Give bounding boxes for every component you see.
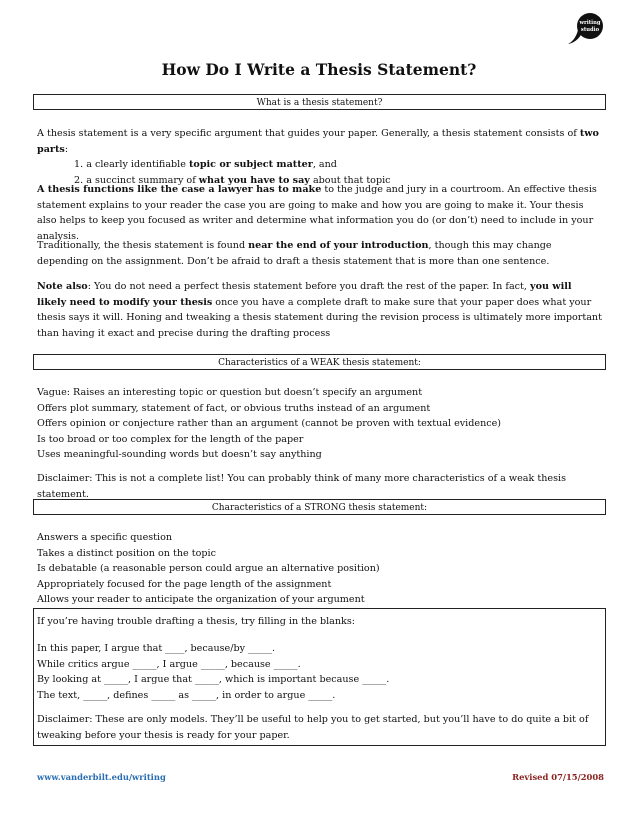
weak-disclaimer: Disclaimer: This is not a complete list! You can probably think of many more characteristics of a weak thesis statement. [37,473,566,500]
placement-paragraph: Traditionally, the thesis statement is found near the end of your introduction, though this may change depending on the assignment. Don’t be afraid to draft a thesis statement that is more than one sentence. [37,240,552,267]
lawyer-paragraph: A thesis functions like the case a lawyer has to make to the judge and jury in a courtroom. An effective thesis statement explains to your reader the case you are going to make and how you are going to make it. Your thesis also helps to keep you focused as writer and determine what information you do (or don’t) need to include in your analysis. [37,184,597,242]
list-item: Is debatable (a reasonable person could argue an alternative position) [37,563,380,574]
template-line: The text, _____, defines _____ as _____, in order to argue _____. [37,689,336,701]
template-line: While critics argue _____, I argue _____, because _____. [37,658,301,670]
list-item: Takes a distinct position on the topic [37,547,216,559]
blanks-intro: If you’re having trouble drafting a thesis, try filling in the blanks: [37,616,356,627]
list-item: Uses meaningful-sounding words but doesn’t say anything [37,449,322,460]
intro-paragraph: A thesis statement is a very specific argument that guides your paper. Generally, a thesis statement consists of two parts: [37,128,599,155]
svg-text:studio: studio [580,27,600,33]
template-line: By looking at _____, I argue that _____, which is important because _____. [37,674,390,685]
what-section-body [37,126,604,188]
strong-list [37,530,604,608]
list-item: Vague: Raises an interesting topic or question but doesn’t specify an argument [37,387,423,398]
list-item: Is too broad or too complex for the length of the paper [37,433,304,445]
footer-revised-date: Revised 07/15/2008 [512,772,604,782]
blanks-templates [37,641,604,703]
weak-list [37,385,604,463]
section-header-what: What is a thesis statement? [33,94,606,110]
section-header-strong: Characteristics of a STRONG thesis statement: [33,499,606,515]
note-paragraph: Note also: You do not need a perfect thesis statement before you draft the rest of the paper. In fact, you will likely need to modify your thesis once you have a complete draft to make sure that your paper does what your thesis says it will. Honing and tweaking a thesis statement during the revision process is ultimately more important than having it exact and precise during the drafting process [37,281,602,339]
list-item: Answers a specific question [37,532,173,543]
writing-studio-logo [568,12,606,46]
list-item: Allows your reader to anticipate the organization of your argument [37,594,365,605]
footer-url-link[interactable]: www.vanderbilt.edu/writing [37,772,166,782]
page-title: How Do I Write a Thesis Statement? [161,60,477,79]
list-item: 1. a clearly identifiable topic or subject matter, and [74,159,337,170]
svg-text:writing: writing [579,20,601,26]
list-item: Offers opinion or conjecture rather than an argument (cannot be proven with textual evidence) [37,418,502,429]
template-line: In this paper, I argue that ____, because/by _____. [37,643,276,654]
list-item: 2. a succinct summary of what you have to say about that topic [74,174,391,186]
list-item: Appropriately focused for the page length of the assignment [37,578,332,590]
blanks-disclaimer: Disclaimer: These are only models. They’ll be useful to help you to get started, but you’ll have to do quite a bit of tweaking before your thesis is ready for your paper. [37,714,589,741]
list-item: Offers plot summary, statement of fact, or obvious truths instead of an argument [37,402,431,414]
section-header-weak: Characteristics of a WEAK thesis statement: [33,354,606,370]
